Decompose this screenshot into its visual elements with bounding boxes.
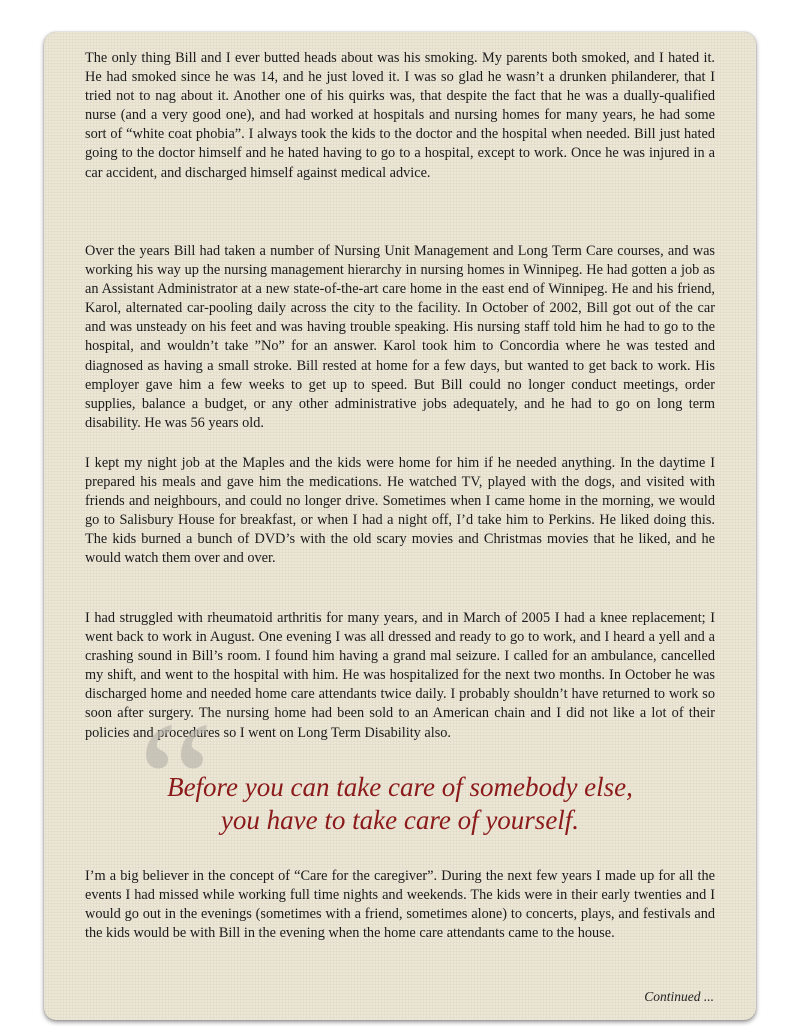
pull-quote-line-2: you have to take care of yourself. bbox=[220, 805, 580, 835]
continued-label: Continued ... bbox=[644, 989, 714, 1004]
body-paragraph-4: I had struggled with rheumatoid arthritis for many years, and in March of 2005 I had a knee replacement; I went back to work in August. One evening I was all dressed and ready to go to work, and I heard a yell and a crashing sound in Bill’s room. I found him having a grand mal seizure. I called for an ambulance, cancelled my shift, and went to the hospital with him. He was hospitalized for the next two months. In October he was discharged home and needed home care attendants twice daily. I probably shouldn’t have returned to work so soon after surgery. The nursing home had been sold to an American chain and I did not like a lot of their policies and procedures so I went on Long Term Disability also. bbox=[85, 610, 715, 741]
pull-quote-line-1: Before you can take care of somebody else, bbox=[167, 772, 633, 802]
quote-mark-icon: “ bbox=[138, 687, 214, 875]
pull-quote-text bbox=[84, 771, 716, 837]
body-paragraph-2: Over the years Bill had taken a number of Nursing Unit Management and Long Term Care courses, and was working his way up the nursing management hierarchy in nursing homes in Winnipeg. He had gotten a job as an Assistant Administrator at a new state-of-the-art care home in the east end of Winnipeg. He and his friend, Karol, alternated car-pooling daily across the city to the facility. In October of 2002, Bill got out of the car and was unsteady on his feet and was having trouble speaking. His nursing staff told him he had to go to the hospital, and wouldn’t take ”No” for an answer. Karol took him to Concordia where he was tested and diagnosed as having a small stroke. Bill rested at home for a few days, but wanted to get back to work. His employer gave him a few weeks to get up to speed. But Bill could no longer conduct meetings, order supplies, balance a budget, or any other administrative jobs adequately, and he had to go on long term disability. He was 56 years old. bbox=[85, 243, 715, 431]
body-paragraph-3: I kept my night job at the Maples and the kids were home for him if he needed anything. In the daytime I prepared his meals and gave him the medications. He watched TV, played with the dogs, and visited with friends and neighbours, and could no longer drive. Sometimes when I came home in the morning, we would go to Salisbury House for breakfast, or when I had a night off, I’d take him to Perkins. He liked doing this. The kids burned a bunch of DVD’s with the old scary movies and Christmas movies that he liked, and he would watch them over and over. bbox=[85, 455, 715, 567]
pull-quote bbox=[84, 687, 716, 875]
body-paragraph-5: I’m a big believer in the concept of “Care for the caregiver”. During the next few years I made up for all the events I had missed while working full time nights and weekends. The kids were in their early twenties and I would go out in the evenings (sometimes with a friend, sometimes alone) to concerts, plays, and festivals and the kids would be with Bill in the evening when the home care attendants came to the house. bbox=[85, 868, 715, 942]
page-card bbox=[44, 32, 756, 1020]
body-paragraph-1: The only thing Bill and I ever butted heads about was his smoking. My parents both smoked, and I hated it. He had smoked since he was 14, and he just loved it. I was so glad he wasn’t a drunken philanderer, that I tried not to nag about it. Another one of his quirks was, that despite the fact that he was a dually-qualified nurse (and a very good one), and had worked at hospitals and nursing homes for many years, he had some sort of “white coat phobia”. I always took the kids to the doctor and the hospital when needed. Bill just hated going to the doctor himself and he hated having to go to a hospital, except to work. Once he was injured in a car accident, and discharged himself against medical advice. bbox=[85, 50, 715, 181]
